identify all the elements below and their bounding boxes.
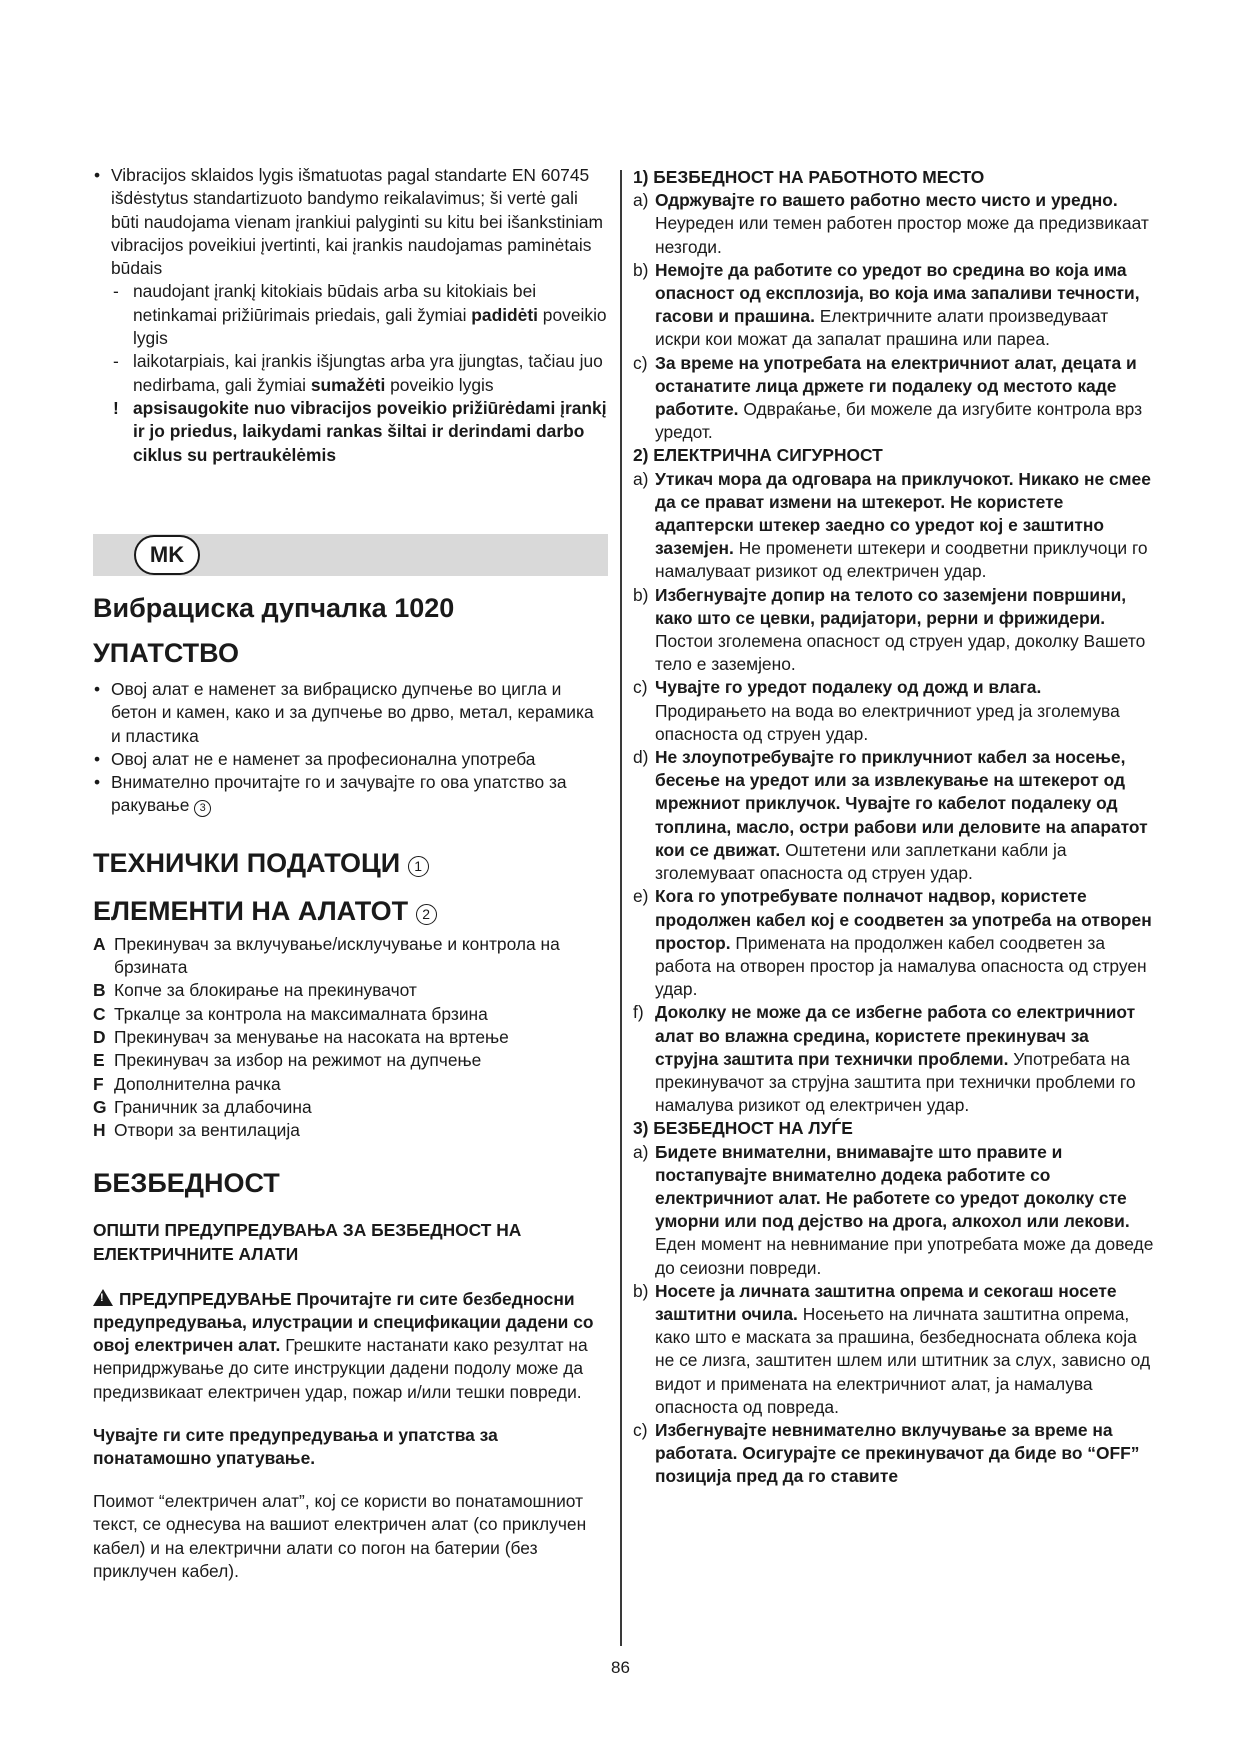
dash-mark: - [113, 281, 119, 302]
rule-item [633, 885, 1156, 1001]
exclamation-icon: ! [113, 397, 119, 418]
rule-text: Продирањето на вода во електричниот уред ја зголемува опасноста од струен удар. [655, 700, 1120, 744]
element-item [93, 1073, 608, 1096]
rule-letter: b) [633, 1280, 649, 1301]
left-column-top [93, 164, 608, 467]
rule-bold: Доколку не може да се избегне работа со електричниот алат во влажна средина, користете прекинувач за струјна заштита при технички проблеми. [655, 1002, 1136, 1069]
dash2-text: laikotarpiais, kai įrankis išjungtas arba yra įjungtas, tačiau juo nedirbama, gali žymiai [133, 351, 603, 395]
rule-text: Оштетени или заплеткани кабли ја зголемуваат опасноста од струен удар. [655, 839, 1067, 884]
rule-letter: e) [633, 886, 649, 907]
dash-mark: - [113, 351, 119, 372]
warning-block [93, 1288, 608, 1404]
rule-bold: Утикач мора да одговара на приклучокот. Никако не смее да се прават измени на штекерот. Не користете адаптерски штекер заедно со уредот кој е заштитно заземјен. [655, 468, 1151, 559]
element-text: Граничник за длабочина [114, 1096, 312, 1117]
manual-bullet-3 [93, 771, 608, 818]
bullet-vibration: • Vibracijos sklaidos lygis išmatuotas pagal standarte EN 60745 išdėstytus standartizuoto bandymo reikalavimus; ši vertė gali būti naudojama vienam įrankiui palyginti su kitu bei išankstiniam vibracijos poveikiui įvertinti, kai įrankis naudojamas paminėtais būdais [93, 164, 608, 280]
heading-elements [93, 896, 608, 927]
section-1-heading: 1) БЕЗБЕДНОСТ НА РАБОТНОТО МЕСТО [633, 167, 985, 187]
element-item [93, 1049, 608, 1072]
rule-bold: Носете ја личната заштитна опрема и секогаш носете заштитни очила. [655, 1280, 1117, 1324]
rule-text: Неуреден или темен работен простор може да предизвикаат незгоди. [655, 213, 1149, 257]
rule-bold: Избегнувајте невнимателно вклучување за време на работата. Осигурајте се прекинувачот да биде во “OFF” позиција пред да го ставите [655, 1419, 1140, 1487]
element-key: G [93, 1096, 107, 1117]
right-column [633, 166, 1156, 1489]
term-definition: Поимот “електричен алат”, кој се користи во понатамошниот текст, се однесува на вашиот електричен алат (со приклучен кабел) и на електрични алати со погон на батерии (без приклучен кабел). [93, 1491, 587, 1581]
rule-text: Носењето на личната заштитна опрема, како што е маската за прашина, безбедносната облека која не се лизга, заштитен шлем или штитник за слух, зависно од видот и примената на електричниот алат, ја намалува опасноста од повреда. [655, 1303, 1151, 1417]
rule-text: Електричните алати произведуваат искри кои можат да запалат прашина или пареа. [655, 306, 1109, 350]
warning-bold: ПРЕДУПРЕДУВАЊЕ Прочитајте ги сите безбедносни предупредувања, илустрации и спецификации дадени со овој електричен алат. [93, 1288, 594, 1356]
rule-letter: c) [633, 1419, 648, 1440]
rule-bold: Одржувајте го вашето работно место чисто и уредно. [655, 190, 1118, 211]
exclamation-text: apsisaugokite nuo vibracijos poveikio prižiūrėdami įrankį ir jo priedus, laikydami rankas šiltai ir derindami darbo ciklus su pertraukėlėmis [133, 397, 607, 465]
rule-item [633, 1280, 1156, 1419]
language-band [93, 534, 608, 576]
elements-list [93, 933, 608, 1143]
rule-text: Примената на продолжен кабел соодветен за работа на отворен простор ја намалува опасноста од струен удар. [655, 932, 1147, 1000]
rule-letter: b) [633, 259, 649, 280]
rule-text: Не променети штекери и соодветни приклучоци го намалуваат ризикот од електричен удар. [655, 538, 1148, 582]
element-item [93, 933, 608, 980]
manual-bullets [93, 678, 608, 818]
dash-item-2 [93, 350, 608, 397]
manual-bullet-3-text: Внимателно прочитајте го и зачувајте го ова упатство за ракување [111, 772, 567, 816]
rule-item [633, 746, 1156, 885]
rule-bold: Кога го употребувате полначот надвор, користете продолжен кабел кој е соодветен за употреба на отворен простор. [655, 886, 1152, 953]
element-key: C [93, 1003, 106, 1024]
element-item [93, 1096, 608, 1119]
heading-manual: УПАТСТВО [93, 638, 239, 668]
section-3-heading: 3) БЕЗБЕДНОСТ НА ЛУЃЕ [633, 1118, 853, 1139]
dash2-tail: poveikio lygis [390, 374, 494, 395]
manual-bullet-2: • Овој алат не е наменет за професионална употреба [93, 748, 608, 771]
rule-letter: c) [633, 352, 648, 373]
general-warnings-heading: ОПШТИ ПРЕДУПРЕДУВАЊА ЗА БЕЗБЕДНОСТ НА ЕЛЕКТРИЧНИТЕ АЛАТИ [93, 1220, 522, 1264]
dash1-tail: poveikio lygis [133, 304, 607, 349]
rule-letter: a) [633, 468, 649, 489]
section-2-heading: 2) ЕЛЕКТРИЧНА СИГУРНОСТ [633, 445, 883, 466]
element-key: B [93, 980, 106, 1001]
manual-bullet-1: • Овој алат е наменет за вибрациско дупчење во цигла и бетон и камен, како и за дупчење во дрво, метал, керамика и пластика [93, 678, 608, 748]
warning-text: Грешките настанати како резултат на непридржување до сите инструкции дадени подолу може да предизвикаат електричен удар, пожар и/или тешки повреди. [93, 1335, 588, 1402]
warning-triangle-icon [93, 1289, 113, 1306]
keep-instructions: Чувајте ги сите предупредувања и упатства за понатамошно упатување. [93, 1424, 498, 1469]
rule-letter: c) [633, 677, 648, 698]
element-text: Тркалце за контрола на максималната брзина [114, 1003, 488, 1024]
element-key: A [93, 933, 106, 954]
rule-letter: f) [633, 1002, 644, 1023]
left-column-main [93, 638, 608, 1583]
ref-1-icon: 1 [408, 856, 429, 877]
element-item [93, 1119, 608, 1142]
rule-text: Еден момент на невнимание при употребата може да доведе до сеиозни повреди. [655, 1234, 1154, 1278]
column-divider [620, 170, 622, 1646]
rule-bold: За време на употребата на електричниот алат, децата и останатите лица држете ги подалеку од местото каде работите. [655, 352, 1137, 420]
language-code-badge: MK [134, 535, 200, 575]
element-key: H [93, 1120, 106, 1141]
rule-text: Постои зголемена опасност од струен удар, доколку Вашето тело е заземјено. [655, 631, 1146, 675]
element-key: E [93, 1050, 105, 1071]
heading-elements-text: ЕЛЕМЕНТИ НА АЛАТОТ [93, 895, 409, 926]
element-item [93, 979, 608, 1002]
rule-letter: d) [633, 747, 649, 768]
rule-item [633, 1001, 1156, 1117]
rule-bold: Избегнувајте допир на телото со заземјени површини, како што се цевки, радијатори, рерни и фрижидери. [655, 584, 1127, 628]
element-text: Дополнителна рачка [114, 1073, 281, 1094]
rule-bold: Не злоупотребувајте го приклучниот кабел за носење, бесење на уредот или за извлекување на штекерот од мрежниот приклучок. Чувајте го кабелот подалеку од топлина, масло, остри рабови или деловите на апаратот кои се движат. [655, 747, 1148, 860]
rule-item [633, 584, 1156, 677]
element-text: Прекинувач за менување на насоката на вртење [114, 1026, 509, 1047]
page-number: 86 [611, 1658, 630, 1677]
rule-item [633, 352, 1156, 445]
ref-2-icon: 2 [416, 904, 437, 925]
rule-bold: Бидете внимателни, внимавајте што правите и постапувајте внимателно додека работите со електричниот алат. Не работете со уредот доколку сте уморни или под дејство на дрога, алкохол или лекови. [655, 1141, 1130, 1232]
heading-tech-data [93, 848, 608, 879]
dash2-bold: sumažėti [310, 374, 386, 395]
rule-item [633, 259, 1156, 352]
vibration-bullets [93, 164, 608, 280]
dash1-bold: padidėti [471, 304, 538, 325]
dash-item-1 [93, 280, 608, 350]
rule-letter: b) [633, 584, 649, 605]
ref-3-icon: 3 [194, 800, 211, 817]
product-title: Вибрациска дупчалка 1020 [93, 593, 455, 623]
heading-safety: БЕЗБЕДНОСТ [93, 1168, 280, 1199]
element-text: Прекинувач за избор на режимот на дупчење [114, 1050, 482, 1071]
dash1-text: naudojant įrankį kitokiais būdais arba su kitokiais bei netinkamai prižiūrimais priedais, gali žymiai [133, 281, 537, 325]
heading-tech-data-text: ТЕХНИЧКИ ПОДАТОЦИ [93, 847, 401, 878]
rule-item [633, 1141, 1156, 1280]
element-key: F [93, 1073, 104, 1094]
rule-text: Одвраќање, би можеле да изгубите контрола врз уредот. [655, 399, 1143, 443]
rule-item [633, 676, 1156, 746]
element-item [93, 1003, 608, 1026]
rule-letter: a) [633, 1141, 649, 1162]
element-text: Отвори за вентилација [114, 1120, 300, 1141]
rule-item [633, 189, 1156, 259]
element-item [93, 1026, 608, 1049]
rule-letter: a) [633, 190, 649, 211]
element-text: Прекинувач за вклучување/исклучување и контрола на брзината [114, 933, 560, 978]
rule-bold: Чувајте го уредот подалеку од дожд и влага. [655, 677, 1042, 698]
exclamation-note [93, 397, 608, 467]
rule-item [633, 1419, 1156, 1489]
element-text: Копче за блокирање на прекинувачот [114, 980, 417, 1001]
rule-bold: Немојте да работите со уредот во средина во која има опасност од експлозија, во која има запаливи течности, гасови и прашина. [655, 259, 1140, 327]
rule-text: Употребата на прекинувачот за струјна заштита при технички проблеми го намалува ризикот од електричен удар. [655, 1048, 1136, 1116]
rule-item [633, 468, 1156, 584]
element-key: D [93, 1026, 106, 1047]
